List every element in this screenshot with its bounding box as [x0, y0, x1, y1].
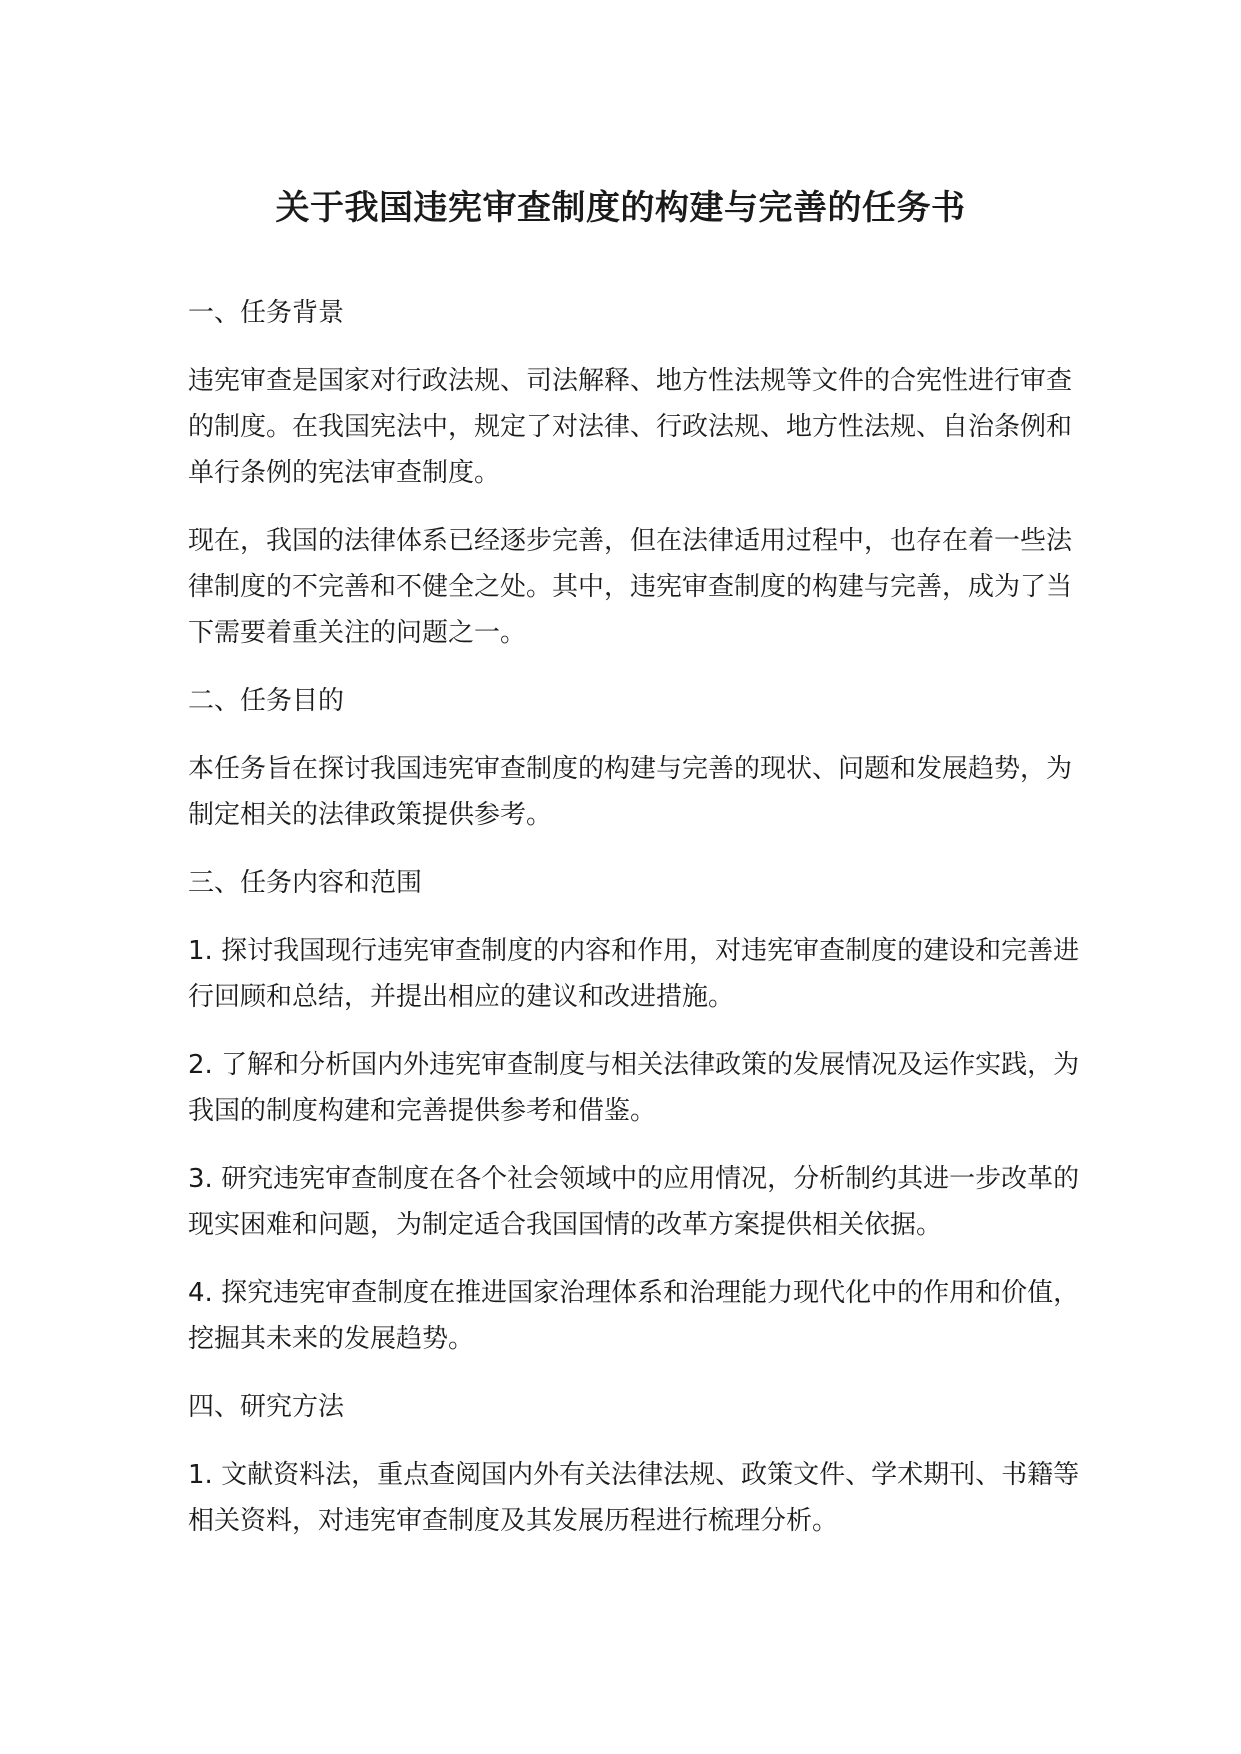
list-item: 1. 文献资料法，重点查阅国内外有关法律法规、政策文件、学术期刊、书籍等相关资料，对违宪审查制度及其发展历程进行梳理分析。 — [188, 1460, 1080, 1536]
paragraph: 现在，我国的法律体系已经逐步完善，但在法律适用过程中，也存在着一些法律制度的不完善和不健全之处。其中，违宪审查制度的构建与完善，成为了当下需要着重关注的问题之一。 — [188, 526, 1073, 648]
section-heading-background: 一、任务背景 — [188, 298, 345, 328]
list-item: 3. 研究违宪审查制度在各个社会领域中的应用情况，分析制约其进一步改革的现实困难和问题，为制定适合我国国情的改革方案提供相关依据。 — [188, 1164, 1080, 1240]
document-title: 关于我国违宪审查制度的构建与完善的任务书 — [275, 188, 966, 228]
paragraph: 违宪审查是国家对行政法规、司法解释、地方性法规等文件的合宪性进行审查的制度。在我国宪法中，规定了对法律、行政法规、地方性法规、自治条例和单行条例的宪法审查制度。 — [188, 366, 1073, 488]
section-heading-purpose: 二、任务目的 — [188, 686, 345, 716]
document-body — [188, 290, 1088, 1566]
list-item: 4. 探究违宪审查制度在推进国家治理体系和治理能力现代化中的作用和价值，挖掘其未来的发展趋势。 — [188, 1278, 1080, 1354]
list-item: 2. 了解和分析国内外违宪审查制度与相关法律政策的发展情况及运作实践，为我国的制度构建和完善提供参考和借鉴。 — [188, 1050, 1080, 1126]
section-heading-scope: 三、任务内容和范围 — [188, 868, 423, 898]
section-heading-methods: 四、研究方法 — [188, 1392, 345, 1422]
paragraph: 本任务旨在探讨我国违宪审查制度的构建与完善的现状、问题和发展趋势，为制定相关的法律政策提供参考。 — [188, 754, 1073, 830]
list-item: 1. 探讨我国现行违宪审查制度的内容和作用，对违宪审查制度的建设和完善进行回顾和总结，并提出相应的建议和改进措施。 — [188, 936, 1080, 1012]
